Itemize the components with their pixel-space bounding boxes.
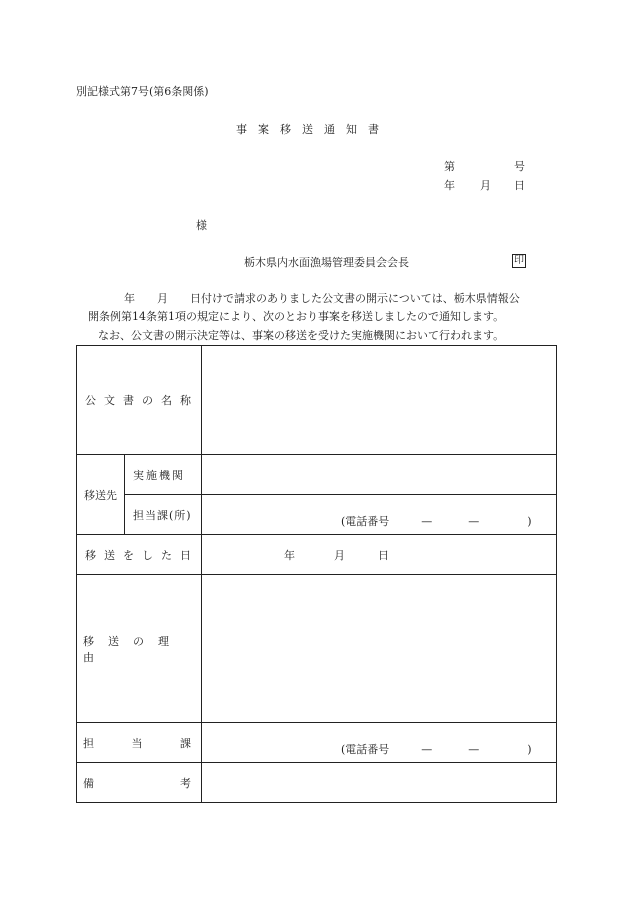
agency-label: 実施機関: [125, 455, 202, 495]
staff-label: [77, 723, 202, 763]
form-number-label: 別記様式第7号(第6条関係): [76, 85, 209, 98]
department-phone: [341, 513, 532, 529]
remarks-label: [77, 763, 202, 803]
phone-label: (電話番号: [341, 515, 390, 528]
body-line-3: なお、公文書の開示決定等は、事案の移送を受けた実施機関において行われます。: [98, 329, 505, 342]
row-remarks: [77, 763, 557, 803]
remarks-field[interactable]: [202, 763, 557, 803]
reason-field[interactable]: [202, 575, 557, 723]
row-transfer-date: [77, 535, 557, 575]
addressee-suffix: 様: [196, 219, 207, 232]
staff-phone-dash-1: —: [421, 743, 433, 756]
department-field[interactable]: [202, 495, 557, 535]
staff-phone-dash-2: —: [468, 743, 480, 756]
row-department: [77, 495, 557, 535]
phone-close: ): [527, 515, 532, 528]
agency-field[interactable]: [202, 455, 557, 495]
department-label: 担当課(所): [125, 495, 202, 535]
remarks-label-char-2: 考: [180, 776, 191, 790]
transfer-date-field[interactable]: [202, 535, 557, 575]
phone-dash-2: —: [468, 515, 480, 528]
row-document-name: [77, 346, 557, 455]
row-reason: [77, 575, 557, 723]
body-line-2: 開条例第14条第1項の規定により、次のとおり事案を移送しましたので通知します。: [88, 310, 505, 323]
date-year-label: 年: [444, 179, 455, 192]
date-month-label: 月: [480, 179, 491, 192]
staff-label-char-3: 課: [180, 736, 191, 750]
document-name-label: 公文書の名称: [77, 346, 202, 455]
transfer-date-year: 年: [284, 548, 295, 562]
remarks-label-char-1: 備: [83, 776, 94, 790]
document-title: 事案移送通知書: [236, 123, 390, 136]
staff-field[interactable]: [202, 723, 557, 763]
body-line-1: 年 月 日付けで請求のありました公文書の開示については、栃木県情報公: [124, 292, 520, 305]
number-prefix: 第: [444, 160, 455, 173]
staff-phone: [341, 741, 532, 757]
row-agency: [77, 455, 557, 495]
seal-mark: 印: [514, 255, 524, 266]
staff-label-char-2: 当: [131, 736, 143, 750]
staff-label-char-1: 担: [83, 736, 94, 750]
number-suffix: 号: [514, 160, 525, 173]
reason-label: 移送の理由: [77, 575, 202, 723]
transfer-date-month: 月: [334, 548, 345, 562]
staff-phone-close: ): [527, 743, 532, 756]
destination-label: 移送先: [77, 455, 125, 535]
issuer-name: 栃木県内水面漁場管理委員会会長: [244, 256, 409, 269]
staff-phone-label: (電話番号: [341, 743, 390, 756]
phone-dash-1: —: [421, 515, 433, 528]
transfer-date-label: 移送をした日: [77, 535, 202, 575]
row-staff: [77, 723, 557, 763]
date-day-label: 日: [514, 179, 525, 192]
transfer-form-table: [76, 345, 557, 803]
document-name-field[interactable]: [202, 346, 557, 455]
transfer-date-day: 日: [378, 548, 389, 562]
